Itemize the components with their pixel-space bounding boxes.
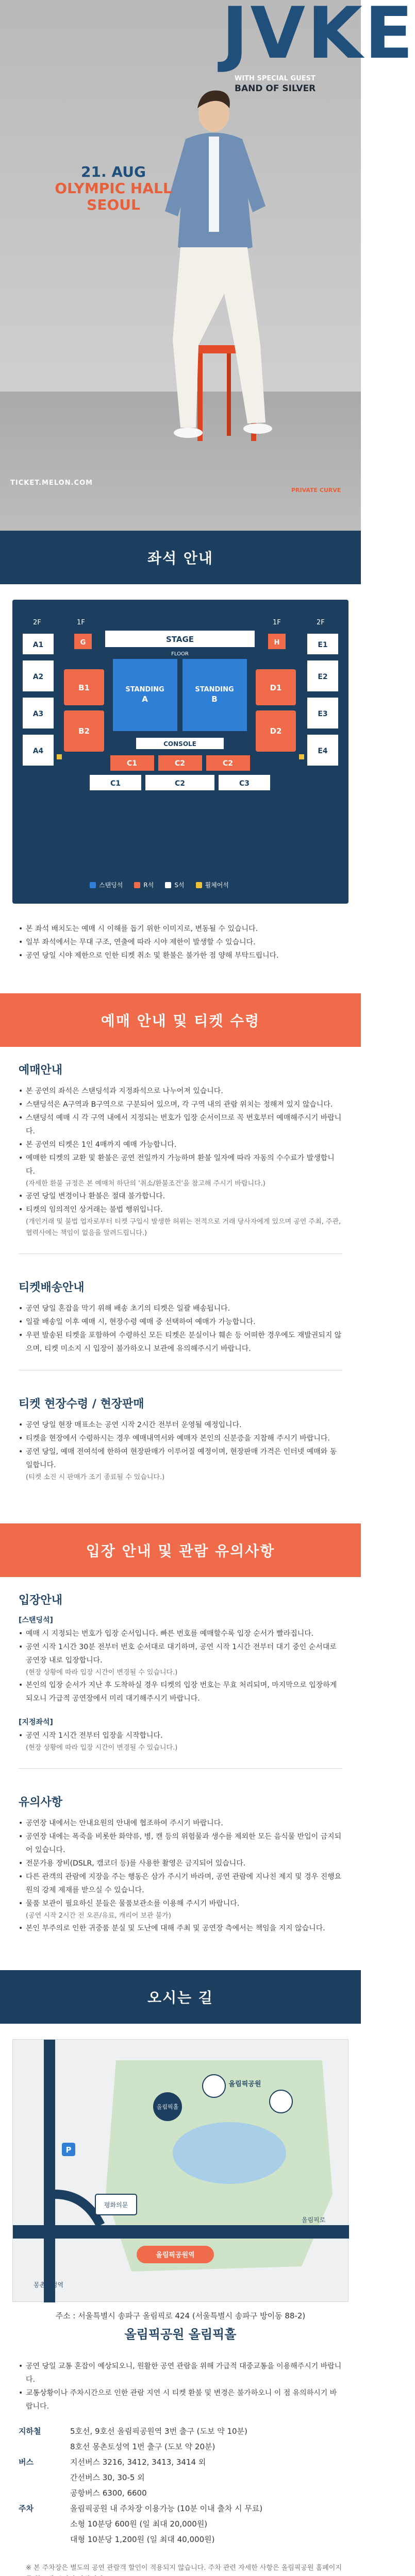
transport-row: 소형 10분당 600원 (일 최대 20,000원) [70,2519,208,2529]
svg-text:A2: A2 [32,673,44,681]
promoter-logo: PRIVATE CURVE [291,487,341,494]
artist-photo [137,77,281,448]
svg-text:G: G [80,639,86,647]
reserve-item: • 본 공연의 티켓은 1인 4매까지 예매 가능합니다. [19,1138,342,1151]
directions-note: • 교통상황이나 주차시간으로 인한 관람 지연 시 티켓 환불 및 변경은 불가하오니 이 점 유의하시기 바랍니다. [19,2386,342,2413]
park-label: 올림픽공원 [228,2080,261,2088]
seating-note: • 본 좌석 배치도는 예매 시 이해를 돕기 위한 이미지로, 변동될 수 있습니다. [19,922,342,936]
caution-block [0,1779,361,1939]
delivery-block [0,1264,361,1360]
location-map [12,2039,348,2302]
seat-legend [90,880,229,889]
caution-item: • 공연장 내에는 폭죽을 비롯한 화약류, 병, 캔 등의 위험물과 생수를 제외한 모든 음식물 반입이 금지되어 있습니다. [19,1830,342,1857]
svg-text:D2: D2 [270,726,282,736]
floor-label-left-2f: 2F [33,619,41,626]
reserve-item: • 본 공연의 좌석은 스탠딩석과 지정좌석으로 나누어져 있습니다. [19,1084,342,1098]
reserve-note: (자세한 환불 규정은 본 예매처 하단의 '취소/환불조건'을 참고해 주시기 바랍니다.) [26,1180,265,1188]
road-label: 올림픽로 [302,2216,326,2224]
wheelchair-marker-right [299,754,304,759]
caution-item: • 본인 부주의로 인한 귀중품 분실 및 도난에 대해 주최 및 공연장 측에서는 책임을 지지 않습니다. [19,1922,342,1935]
station-label: 올림픽공원역 [156,2251,195,2259]
seating-section-title: 좌석 안내 [0,531,361,584]
standing-a-label: STANDING [125,686,164,693]
svg-text:C2: C2 [174,759,186,768]
floor-label: FLOOR [171,651,189,657]
standing-b-letter: B [211,694,218,704]
standing-entry-note: (현장 상황에 따라 입장 시간이 변경될 수 있습니다.) [26,1669,178,1676]
onsite-note: (티켓 소진 시 판매가 조기 종료될 수 있습니다.) [26,1473,165,1481]
floor-label-left-1f: 1F [77,619,85,626]
reserve-note: (개인거래 및 불법 업자로부터 티켓 구입시 발생한 허위는 전적으로 거래 당사자에게 있으며 공연 주최, 주관, 협력사에는 책임이 없음을 알려드립니다.) [26,1218,341,1237]
transport-row: 대형 10분당 1,200원 (일 최대 40,000원) [70,2535,215,2544]
caution-item: • 다른 관객의 관람에 지장을 주는 행동은 삼가 주시기 바라며, 공연 관람에 지나친 제지 및 경우 진행요원의 강제 제재를 받으실 수 있습니다. [19,1870,342,1897]
seating-note: • 공연 당일 시야 제한으로 인한 티켓 취소 및 환불은 불가한 점 양해 부탁드립니다. [19,949,342,962]
floor-label-right-2f: 2F [317,619,325,626]
standing-a-letter: A [142,694,148,704]
legend-swatch-wheelchair [196,882,202,888]
lake [173,2122,286,2184]
directions-note: • 공연 당일 교통 혼잡이 예상되오니, 원활한 공연 관람을 위해 가급적 대중교통을 이용해주시기 바랍니다. [19,2360,342,2386]
standing-entry-item: • 예매 시 지정되는 번호가 입장 순서입니다. 빠른 번호를 예매할수록 입장 순서가 빨라집니다. [19,1627,342,1640]
building-marker [270,2090,292,2113]
transport-row: 주차 올림픽공원 내 주차장 이용가능 (10분 이내 출차 시 무료) [19,2504,263,2513]
guest-name: BAND OF SILVER [235,83,316,94]
artist-name: JVKE [222,0,415,75]
onsite-block [0,1381,361,1487]
transport-row: 버스 지선버스 3216, 3412, 3413, 3414 외 [19,2458,206,2467]
legend-s: S석 [165,880,184,889]
caution-item: • 물품 보관이 필요하신 분들은 물품보관소를 이용해 주시기 바랍니다. [19,1897,342,1910]
console-label: CONSOLE [163,740,196,748]
standing-b-label: STANDING [195,686,234,693]
legend-swatch-standing [90,882,96,888]
legend-wheelchair: 휠체어석 [196,880,229,889]
onsite-item: • 공연 당일, 예매 전여석에 한하여 현장판매가 이루어질 예정이며, 현장판매 가격은 인터넷 예매와 동일합니다. [19,1445,342,1472]
special-guest-line: WITH SPECIAL GUEST [235,75,316,82]
svg-text:A1: A1 [32,641,44,649]
transport-row: 8호선 몽촌토성역 1번 출구 (도보 약 20분) [70,2442,215,2451]
curve-road [55,2194,101,2225]
standing-entry-item: • 본인의 입장 순서가 지난 후 도착하실 경우 티켓의 입장 번호는 무효 처리되며, 마지막으로 입장하게 되오니 가급적 공연장에서 미리 대기해주시기 바랍니다. [19,1679,342,1705]
directions-notes [0,2347,361,2413]
concert-venue: OLYMPIC HALL [55,180,172,197]
svg-text:C1: C1 [126,759,138,768]
standing-label: [스탠딩석] [19,1616,53,1624]
legend-r: R석 [134,880,154,889]
entry-section-title: 입장 안내 및 관람 유의사항 [0,1523,361,1577]
transport-row: 공항버스 6300, 6600 [70,2488,147,2498]
entry-heading: 입장안내 [19,1594,63,1607]
stage-label: STAGE [165,635,194,644]
seat-entry-item: • 공연 시작 1시간 전부터 입장을 시작합니다. [19,1729,342,1742]
side-road [44,2040,55,2302]
delivery-item: • 일괄 배송일 이후 예매 시, 현장수령 예매 중 선택하여 예매가 가능합니다. [19,1315,342,1329]
caution-note: (공연 시작 2시간 전 오픈/유료, 캐리어 보관 불가) [26,1912,171,1920]
seating-notes [0,914,361,962]
svg-text:E4: E4 [318,747,328,755]
subway-label: 몽촌토성역 [34,2281,63,2289]
svg-text:E2: E2 [318,673,328,681]
concert-poster [0,0,415,531]
seat-label: [지정좌석] [19,1718,53,1726]
delivery-heading: 티켓배송안내 [19,1281,85,1294]
reserve-block [0,1047,361,1243]
caution-item: • 공연장 내에서는 안내요원의 안내에 협조하여 주시기 바랍니다. [19,1817,342,1830]
svg-text:P: P [65,2145,72,2155]
onsite-item: • 공연 당일 현장 매표소는 공연 시작 2시간 전부터 운영될 예정입니다. [19,1418,342,1432]
svg-text:B1: B1 [78,683,90,692]
date-venue-block [5,164,222,213]
svg-text:H: H [274,639,280,647]
svg-text:B2: B2 [78,726,90,736]
delivery-item: • 공연 당일 혼잡을 막기 위해 배송 초기의 티켓은 일괄 배송됩니다. [19,1302,342,1315]
standing-entry-item: • 공연 시작 1시간 30분 전부터 번호 순서대로 대기하며, 공연 시작 1시간 전부터 대기 중인 순서대로 공연장 내로 입장합니다. [19,1640,342,1667]
reserve-item: • 스탠딩석 예매 시 각 구역 내에서 지정되는 번호가 입장 순서이므로 꼭 번호부터 예매해주시기 바랍니다. [19,1111,342,1138]
svg-text:C3: C3 [239,779,250,788]
onsite-item: • 티켓을 현장에서 수령하시는 경우 예매내역서와 예매자 본인의 신분증을 지참해 주시기 바랍니다. [19,1432,342,1445]
building-marker [203,2075,225,2097]
onsite-heading: 티켓 현장수령 / 현장판매 [19,1398,144,1411]
svg-text:C2: C2 [222,759,234,768]
concert-date: 21. AUG [81,163,146,180]
directions-section-title: 오시는 길 [0,1970,361,2024]
transport-row: 지하철 5호선, 9호선 올림픽공원역 3번 출구 (도보 약 10분) [19,2427,247,2436]
venue-address: 주소 : 서울특별시 송파구 올림픽로 424 (서울특별시 송파구 방이동 88-2) [55,2311,306,2320]
transport-list [0,2413,361,2547]
divider [19,1768,342,1769]
transport-row: 간선버스 30, 30-5 외 [70,2473,145,2482]
reserve-item: • 공연 당일 변경이나 환불은 절대 불가합니다. [19,1190,342,1203]
venue-name: 올림픽공원 올림픽홀 [124,2327,237,2342]
ticket-site-link[interactable]: TICKET.MELON.COM [10,479,93,487]
concert-city: SEOUL [87,196,140,213]
map-wrapper [0,2024,361,2347]
gate-label: 평화의문 [104,2201,128,2209]
wheelchair-marker-left [57,754,62,759]
svg-text:E3: E3 [318,710,328,718]
caution-heading: 유의사항 [19,1796,63,1809]
svg-text:A3: A3 [32,710,44,718]
legend-standing: 스탠딩석 [90,880,123,889]
floor-label-right-1f: 1F [273,619,281,626]
reserve-item: • 스탠딩석은 A구역과 B구역으로 구분되어 있으며, 각 구역 내의 관람 위치는 정해져 있지 않습니다. [19,1098,342,1111]
svg-text:D1: D1 [270,683,282,692]
svg-text:E1: E1 [318,641,328,649]
reserve-item: • 티켓의 임의적인 상거래는 불법 행위입니다. [19,1203,342,1216]
caution-item: • 전문가용 장비(DSLR, 캠코더 등)를 사용한 촬영은 금지되어 있습니다. [19,1857,342,1870]
divider [19,1253,342,1254]
reserve-heading: 예매안내 [19,1064,63,1077]
seating-map [12,600,348,904]
map-graphic [13,2040,349,2302]
olympic-hall-label: 올림픽홀 [156,2104,179,2110]
parking-note: ※ 본 주차장은 별도의 공연 관람객 할인이 적용되지 않습니다. 주차 관련 자세한 사항은 올림픽공원 홈페이지 [26,2564,342,2572]
seating-map-wrapper [0,584,361,914]
svg-text:A4: A4 [32,747,44,755]
svg-text:C2: C2 [174,779,186,788]
svg-text:C1: C1 [110,779,121,788]
legend-swatch-r [134,882,140,888]
main-road [13,2225,349,2239]
entry-block [0,1577,361,1758]
parking-note-block [0,2547,361,2576]
delivery-item: • 우편 발송된 티켓을 포함하여 수령하신 모든 티켓은 분실이나 훼손 등 어떠한 경우에도 재발권되지 않으며, 티켓 미소지 시 입장이 불가하오니 보관에 유의해주시기 바랍니다. [19,1329,342,1355]
legend-swatch-s [165,882,171,888]
seating-map-graphic [12,600,348,904]
seating-note: • 일부 좌석에서는 무대 구조, 연출에 따라 시야 제한이 발생할 수 있습니다. [19,936,342,949]
reserve-item: • 예매한 티켓의 교환 및 환불은 공연 전일까지 가능하며 환불 일자에 따라 자동의 수수료가 발생합니다. [19,1151,342,1178]
seat-entry-note: (현장 상황에 따라 입장 시간이 변경될 수 있습니다.) [26,1744,178,1752]
booking-section-title: 예매 안내 및 티켓 수령 [0,993,361,1047]
